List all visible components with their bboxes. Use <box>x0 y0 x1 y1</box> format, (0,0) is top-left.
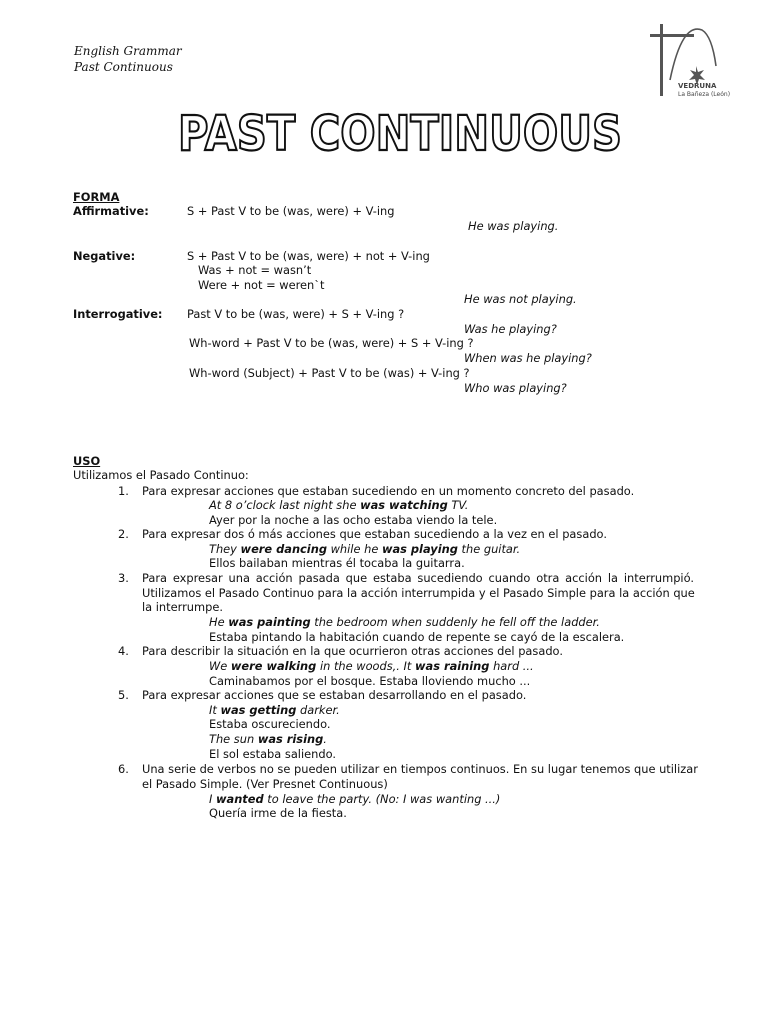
item-2-text: Para expresar dos ó más acciones que estaban sucediendo a la vez en el pasado. <box>142 527 607 541</box>
item-2-translation: Ellos bailaban mientras él tocaba la guitarra. <box>209 556 465 570</box>
item-3-number: 3. <box>118 571 129 585</box>
item-5-number: 5. <box>118 688 129 702</box>
item-1-text: Para expresar acciones que estaban sucediendo en un momento concreto del pasado. <box>142 484 635 498</box>
logo-place: La Bañeza (León) <box>678 91 731 98</box>
item-3-text-line-2: Utilizamos el Pasado Continuo para la acción interrumpida y el Pasado Simple para la acción que <box>142 586 695 600</box>
item-1-example: At 8 o’clock last night she was watching TV. <box>209 498 469 512</box>
header-line-1: English Grammar <box>74 44 182 58</box>
item-5-translation-1: Estaba oscureciendo. <box>209 717 331 731</box>
item-5-text: Para expresar acciones que se estaban desarrollando en el pasado. <box>142 688 527 702</box>
interrogative-label: Interrogative: <box>73 307 163 321</box>
item-2-number: 2. <box>118 527 129 541</box>
item-4-text: Para describir la situación en la que ocurrieron otras acciones del pasado. <box>142 644 563 658</box>
item-4-translation: Caminabamos por el bosque. Estaba lloviendo mucho ... <box>209 674 531 688</box>
item-6-translation: Quería irme de la fiesta. <box>209 806 347 820</box>
negative-label: Negative: <box>73 249 136 263</box>
item-1-number: 1. <box>118 484 129 498</box>
forma-heading: FORMA <box>73 190 120 204</box>
header-line-2: Past Continuous <box>74 60 173 74</box>
item-3-text-line-1: Para expresar una acción pasada que estaba sucediendo cuando otra acción la interrumpió. <box>142 571 694 585</box>
uso-heading: USO <box>73 454 101 468</box>
item-2-example: They were dancing while he was playing the guitar. <box>209 542 521 556</box>
item-5-translation-2: El sol estaba saliendo. <box>209 747 336 761</box>
item-3-text-line-3: la interrumpe. <box>142 600 223 614</box>
page-title <box>176 104 624 162</box>
affirmative-label: Affirmative: <box>73 204 149 218</box>
school-logo <box>648 22 731 100</box>
affirmative-rule: S + Past V to be (was, were) + V-ing <box>187 204 395 218</box>
affirmative-example: He was playing. <box>468 219 559 233</box>
logo-name: VEDRUNA <box>678 82 717 90</box>
negative-contraction-1: Was + not = wasn’t <box>198 263 312 277</box>
wh-example: When was he playing? <box>464 351 592 365</box>
item-6-text-line-1: Una serie de verbos no se pueden utilizar en tiempos continuos. En su lugar tenemos que utilizar <box>142 762 698 776</box>
wh-rule: Wh-word + Past V to be (was, were) + S + V-ing ? <box>189 336 474 350</box>
item-5-example-1: It was getting darker. <box>209 703 340 717</box>
item-3-translation: Estaba pintando la habitación cuando de repente se cayó de la escalera. <box>209 630 625 644</box>
interrogative-rule: Past V to be (was, were) + S + V-ing ? <box>187 307 405 321</box>
svg-text:PAST CONTINUOUS: PAST CONTINUOUS <box>178 106 622 162</box>
item-4-example: We were walking in the woods,. It was raining hard ... <box>209 659 534 673</box>
item-4-number: 4. <box>118 644 129 658</box>
negative-contraction-2: Were + not = weren`t <box>198 278 325 292</box>
wh-subject-example: Who was playing? <box>464 381 567 395</box>
wh-subject-rule: Wh-word (Subject) + Past V to be (was) + V-ing ? <box>189 366 470 380</box>
negative-rule: S + Past V to be (was, were) + not + V-ing <box>187 249 430 263</box>
item-6-example: I wanted to leave the party. (No: I was wanting ...) <box>209 792 501 806</box>
interrogative-example: Was he playing? <box>464 322 557 336</box>
item-3-example: He was painting the bedroom when suddenly he fell off the ladder. <box>209 615 600 629</box>
negative-example: He was not playing. <box>464 292 577 306</box>
item-1-translation: Ayer por la noche a las ocho estaba viendo la tele. <box>209 513 498 527</box>
item-6-number: 6. <box>118 762 129 776</box>
item-6-text-line-2: el Pasado Simple. (Ver Presnet Continuous) <box>142 777 388 791</box>
item-5-example-2: The sun was rising. <box>209 732 327 746</box>
uso-intro: Utilizamos el Pasado Continuo: <box>73 468 249 482</box>
